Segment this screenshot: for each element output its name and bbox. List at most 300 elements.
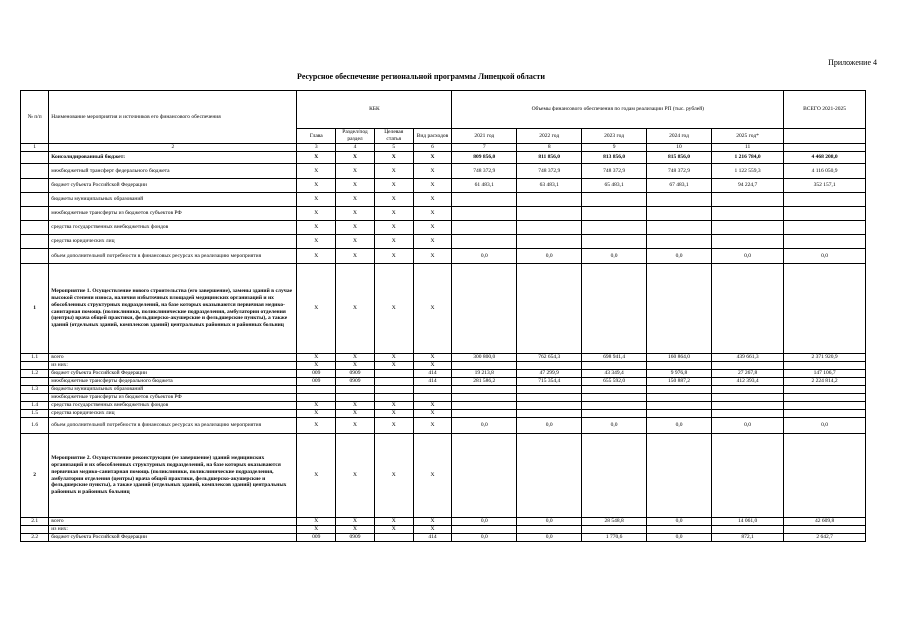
row-kbk: 414	[413, 370, 452, 378]
row-name: объем дополнительной потребности в финансовых ресурсах на реализацию мероприятия	[49, 418, 297, 434]
row-value	[647, 434, 712, 518]
column-number: 3	[297, 144, 336, 152]
row-kbk: 0909	[336, 378, 375, 386]
table-row	[21, 221, 866, 235]
table-row	[21, 526, 866, 534]
row-name: Мероприятие 2. Осуществление реконструкции (ее завершение) зданий медицинских организаций и их обособленных структурных подразделений, на базе которых оказываются первичная медико-санитарная помощь (поликлиники, поликлинические подразделения, амбулатории отделения (центры) врача общей практики, фельдшерско-акушерские и фельдшерские пункты), а также зданий (отдельных зданий, комплексов зданий) центральных районных и районных больниц	[49, 434, 297, 518]
row-number	[21, 164, 49, 179]
row-value	[582, 362, 647, 370]
header-year: 2025 год*	[711, 129, 783, 144]
header-total: ВСЕГО 2021-2025	[784, 91, 866, 129]
row-name: межбюджетные трансферты из бюджетов субъектов РФ	[49, 394, 297, 402]
row-name: всего	[49, 354, 297, 362]
row-kbk: X	[297, 193, 336, 207]
header-kbk-sub: Глава	[297, 129, 336, 144]
row-kbk: 009	[297, 534, 336, 542]
row-kbk: X	[413, 164, 452, 179]
row-kbk: X	[297, 518, 336, 526]
row-value	[517, 386, 582, 394]
row-total: 147 106,7	[784, 370, 866, 378]
row-name: средства юридических лиц	[49, 410, 297, 418]
row-value	[582, 235, 647, 249]
row-value: 813 856,0	[582, 152, 647, 164]
row-kbk: X	[336, 434, 375, 518]
row-value: 0,0	[517, 249, 582, 264]
table-row	[21, 418, 866, 434]
row-kbk: X	[413, 221, 452, 235]
column-number: 8	[517, 144, 582, 152]
row-value: 1 122 559,3	[711, 164, 783, 179]
row-kbk: X	[413, 249, 452, 264]
row-kbk	[336, 386, 375, 394]
row-kbk: X	[374, 402, 413, 410]
row-value	[647, 235, 712, 249]
row-total: 4 468 208,0	[784, 152, 866, 164]
row-value	[517, 235, 582, 249]
resource-table	[20, 90, 866, 542]
row-kbk: X	[374, 193, 413, 207]
row-kbk: X	[413, 418, 452, 434]
row-name: бюджеты муниципальных образований	[49, 193, 297, 207]
table-row	[21, 193, 866, 207]
row-total	[784, 221, 866, 235]
row-total: 0,0	[784, 249, 866, 264]
row-total: 2 642,7	[784, 534, 866, 542]
row-value: 0,0	[517, 534, 582, 542]
row-kbk	[336, 394, 375, 402]
row-value	[452, 402, 517, 410]
row-number: 1.3	[21, 386, 49, 394]
row-value: 0,0	[711, 418, 783, 434]
row-kbk: X	[297, 152, 336, 164]
row-kbk: X	[336, 402, 375, 410]
row-name: из них:	[49, 526, 297, 534]
row-value	[582, 386, 647, 394]
row-name: объем дополнительной потребности в финансовых ресурсах на реализацию мероприятия	[49, 249, 297, 264]
row-name: средства государственных внебюджетных фондов	[49, 221, 297, 235]
row-number	[21, 152, 49, 164]
row-value	[647, 386, 712, 394]
row-kbk: X	[413, 410, 452, 418]
table-row	[21, 249, 866, 264]
row-value: 0,0	[582, 249, 647, 264]
row-number	[21, 394, 49, 402]
row-value: 67 483,1	[647, 179, 712, 193]
row-kbk: X	[336, 418, 375, 434]
row-value	[517, 410, 582, 418]
row-name: из них:	[49, 362, 297, 370]
row-kbk: X	[413, 207, 452, 221]
row-total	[784, 207, 866, 221]
row-total: 42 609,8	[784, 518, 866, 526]
row-value: 655 592,0	[582, 378, 647, 386]
row-kbk: X	[374, 362, 413, 370]
row-total	[784, 410, 866, 418]
row-value	[452, 434, 517, 518]
row-value: 27 267,8	[711, 370, 783, 378]
row-kbk: X	[336, 164, 375, 179]
row-number: 1.2	[21, 370, 49, 378]
row-kbk: X	[374, 152, 413, 164]
row-kbk: X	[336, 362, 375, 370]
document-title: Ресурсное обеспечение региональной программы Липецкой области	[297, 72, 545, 81]
row-number	[21, 362, 49, 370]
row-value	[647, 410, 712, 418]
table-row	[21, 207, 866, 221]
row-value: 43 349,4	[582, 370, 647, 378]
row-kbk: X	[336, 518, 375, 526]
column-number: 10	[647, 144, 712, 152]
row-value: 0,0	[452, 534, 517, 542]
row-kbk: X	[336, 249, 375, 264]
row-value	[647, 193, 712, 207]
row-value: 0,0	[647, 418, 712, 434]
header-kbk: КБК	[297, 91, 452, 129]
row-kbk	[374, 386, 413, 394]
row-value: 748 372,9	[582, 164, 647, 179]
row-total: 2 371 920,9	[784, 354, 866, 362]
header-volumes: Объемы финансового обеспечения по годам реализации РП (тыс. рублей)	[452, 91, 784, 129]
row-name: бюджеты муниципальных образований	[49, 386, 297, 394]
row-number	[21, 179, 49, 193]
row-number: 1.6	[21, 418, 49, 434]
row-number	[21, 235, 49, 249]
column-number: 1	[21, 144, 49, 152]
row-number	[21, 378, 49, 386]
row-value	[647, 264, 712, 354]
row-kbk	[374, 378, 413, 386]
row-kbk: 009	[297, 370, 336, 378]
column-number: 2	[49, 144, 297, 152]
row-value: 0,0	[517, 418, 582, 434]
row-number: 2	[21, 434, 49, 518]
column-number: 9	[582, 144, 647, 152]
row-kbk: X	[374, 518, 413, 526]
row-kbk: X	[336, 235, 375, 249]
row-value	[711, 394, 783, 402]
row-number: 1	[21, 264, 49, 354]
row-kbk	[374, 370, 413, 378]
row-value	[517, 402, 582, 410]
row-name: межбюджетные трансферты федерального бюджета	[49, 378, 297, 386]
row-kbk: X	[413, 434, 452, 518]
row-kbk: X	[297, 354, 336, 362]
table-row	[21, 235, 866, 249]
row-name: бюджет субъекта Российской Федерации	[49, 534, 297, 542]
column-number: 5	[374, 144, 413, 152]
row-value	[647, 362, 712, 370]
row-kbk: X	[297, 418, 336, 434]
table-row	[21, 362, 866, 370]
row-value	[517, 526, 582, 534]
row-value: 698 941,4	[582, 354, 647, 362]
row-name: всего	[49, 518, 297, 526]
row-value: 150 887,2	[647, 378, 712, 386]
row-value	[517, 221, 582, 235]
table-row	[21, 394, 866, 402]
row-kbk: X	[413, 518, 452, 526]
row-value: 94 224,7	[711, 179, 783, 193]
row-kbk	[413, 386, 452, 394]
table-row	[21, 434, 866, 518]
row-kbk: X	[336, 193, 375, 207]
table-row	[21, 179, 866, 193]
row-total	[784, 235, 866, 249]
row-value: 809 856,0	[452, 152, 517, 164]
row-kbk: X	[297, 526, 336, 534]
row-number: 1.4	[21, 402, 49, 410]
row-name: межбюджетные трансферты из бюджетов субъектов РФ	[49, 207, 297, 221]
row-kbk: X	[374, 434, 413, 518]
row-name: средства государственных внебюджетных фондов	[49, 402, 297, 410]
row-name: межбюджетный трансферт федерального бюджета	[49, 164, 297, 179]
row-value: 9 976,8	[647, 370, 712, 378]
row-number: 1.5	[21, 410, 49, 418]
row-kbk: X	[374, 221, 413, 235]
row-value: 0,0	[647, 518, 712, 526]
header-year: 2024 год	[647, 129, 712, 144]
row-value: 28 548,8	[582, 518, 647, 526]
row-value	[452, 207, 517, 221]
table-row	[21, 410, 866, 418]
row-value: 63 483,1	[517, 179, 582, 193]
row-number: 1.1	[21, 354, 49, 362]
table-row	[21, 402, 866, 410]
row-value: 19 213,8	[452, 370, 517, 378]
table-row	[21, 378, 866, 386]
row-value: 0,0	[452, 418, 517, 434]
header-kbk-sub: Вид расходов	[413, 129, 452, 144]
row-value	[711, 386, 783, 394]
row-value: 0,0	[452, 518, 517, 526]
row-kbk: X	[297, 434, 336, 518]
row-kbk: X	[413, 362, 452, 370]
row-value: 811 856,0	[517, 152, 582, 164]
row-kbk: X	[374, 526, 413, 534]
row-value	[452, 410, 517, 418]
header-year: 2022 год	[517, 129, 582, 144]
row-kbk: X	[336, 410, 375, 418]
row-number: 2.1	[21, 518, 49, 526]
row-kbk: X	[413, 526, 452, 534]
row-name: Мероприятие 1. Осуществление нового строительства (его завершение), замены зданий в случае высокой степени износа, наличия избыточных площадей медицинских организаций и их обособленных структурных подразделений, на базе которых оказываются первичная медико-санитарная помощь (поликлиники, поликлинические подразделения, амбулатории отделения (центры) врача общей практики, фельдшерско-акушерские и фельдшерские пункты), а также зданий (отдельных зданий, комплексов зданий) центральных районных и районных больниц	[49, 264, 297, 354]
row-value	[517, 264, 582, 354]
row-value: 815 856,0	[647, 152, 712, 164]
row-value	[517, 434, 582, 518]
row-value: 61 483,1	[452, 179, 517, 193]
row-total	[784, 193, 866, 207]
row-value	[647, 221, 712, 235]
row-total: 352 157,1	[784, 179, 866, 193]
row-total: 2 224 814,2	[784, 378, 866, 386]
row-kbk: X	[413, 152, 452, 164]
row-total	[784, 386, 866, 394]
row-value	[582, 264, 647, 354]
row-value: 412 393,4	[711, 378, 783, 386]
row-value	[647, 394, 712, 402]
row-kbk: X	[374, 418, 413, 434]
row-kbk: 0909	[336, 370, 375, 378]
row-value	[452, 235, 517, 249]
row-value	[517, 362, 582, 370]
row-value	[711, 526, 783, 534]
row-value	[582, 193, 647, 207]
row-value: 0,0	[452, 249, 517, 264]
row-kbk: X	[336, 179, 375, 193]
row-total	[784, 402, 866, 410]
row-value	[517, 193, 582, 207]
row-value	[647, 207, 712, 221]
row-kbk: X	[413, 235, 452, 249]
row-kbk: X	[297, 235, 336, 249]
row-kbk: X	[374, 207, 413, 221]
row-value	[711, 221, 783, 235]
row-value	[582, 410, 647, 418]
row-value	[452, 193, 517, 207]
row-value	[711, 362, 783, 370]
header-year: 2023 год	[582, 129, 647, 144]
row-value	[452, 394, 517, 402]
row-kbk: X	[297, 179, 336, 193]
row-kbk: 414	[413, 378, 452, 386]
row-number	[21, 249, 49, 264]
row-value	[517, 394, 582, 402]
row-number: 2.2	[21, 534, 49, 542]
column-number: 7	[452, 144, 517, 152]
row-kbk	[413, 394, 452, 402]
row-value	[711, 410, 783, 418]
row-value	[647, 526, 712, 534]
row-value: 0,0	[711, 249, 783, 264]
row-value	[452, 526, 517, 534]
row-kbk: X	[297, 264, 336, 354]
row-kbk: X	[336, 354, 375, 362]
row-kbk: 414	[413, 534, 452, 542]
table-row	[21, 264, 866, 354]
row-value	[452, 386, 517, 394]
column-number	[784, 144, 866, 152]
row-kbk	[297, 394, 336, 402]
row-kbk: X	[374, 410, 413, 418]
row-value	[711, 207, 783, 221]
row-number	[21, 221, 49, 235]
row-value: 65 483,1	[582, 179, 647, 193]
table-row	[21, 534, 866, 542]
row-value: 0,0	[517, 518, 582, 526]
row-name: бюджет субъекта Российской Федерации	[49, 370, 297, 378]
row-value	[452, 362, 517, 370]
row-number	[21, 193, 49, 207]
row-total	[784, 526, 866, 534]
row-total	[784, 394, 866, 402]
row-value: 872,1	[711, 534, 783, 542]
row-value	[452, 221, 517, 235]
row-value: 748 372,9	[647, 164, 712, 179]
row-kbk: X	[297, 410, 336, 418]
row-number	[21, 207, 49, 221]
row-kbk: X	[336, 152, 375, 164]
row-name: бюджет субъекта Российской Федерации	[49, 179, 297, 193]
table-row	[21, 354, 866, 362]
row-value: 0,0	[582, 418, 647, 434]
row-total	[784, 264, 866, 354]
row-name: Консолидированный бюджет:	[49, 152, 297, 164]
row-total	[784, 362, 866, 370]
row-value: 0,0	[647, 534, 712, 542]
row-kbk: X	[374, 354, 413, 362]
row-kbk: X	[297, 164, 336, 179]
row-kbk: X	[336, 221, 375, 235]
header-kbk-sub: Раздел/под раздел	[336, 129, 375, 144]
header-empty	[784, 129, 866, 144]
row-value: 439 661,3	[711, 354, 783, 362]
row-value	[582, 221, 647, 235]
row-kbk: X	[413, 402, 452, 410]
row-kbk: X	[413, 193, 452, 207]
row-value: 300 800,0	[452, 354, 517, 362]
row-kbk: X	[413, 354, 452, 362]
row-value	[711, 235, 783, 249]
row-kbk: X	[297, 207, 336, 221]
row-value: 715 354,4	[517, 378, 582, 386]
table-row	[21, 386, 866, 394]
table-row	[21, 152, 866, 164]
row-value	[582, 207, 647, 221]
row-name: средства юридических лиц	[49, 235, 297, 249]
row-kbk: X	[413, 179, 452, 193]
row-value: 14 061,0	[711, 518, 783, 526]
row-value: 160 864,0	[647, 354, 712, 362]
row-number	[21, 526, 49, 534]
row-kbk: 0909	[336, 534, 375, 542]
column-number: 4	[336, 144, 375, 152]
row-value	[711, 434, 783, 518]
header-year: 2021 год	[452, 129, 517, 144]
row-kbk: X	[336, 207, 375, 221]
table-row	[21, 370, 866, 378]
row-value: 1 770,6	[582, 534, 647, 542]
row-value: 281 586,2	[452, 378, 517, 386]
row-value: 748 372,9	[452, 164, 517, 179]
row-value	[711, 193, 783, 207]
row-total: 0,0	[784, 418, 866, 434]
row-kbk: X	[374, 235, 413, 249]
row-total: 4 116 050,9	[784, 164, 866, 179]
row-kbk: X	[374, 164, 413, 179]
row-kbk: 009	[297, 378, 336, 386]
row-value	[582, 434, 647, 518]
row-value	[517, 207, 582, 221]
header-kbk-sub: Целевая статья	[374, 129, 413, 144]
row-total	[784, 434, 866, 518]
row-value: 748 372,9	[517, 164, 582, 179]
row-kbk	[297, 386, 336, 394]
column-number: 11	[711, 144, 783, 152]
row-kbk	[374, 534, 413, 542]
row-value	[582, 394, 647, 402]
row-value	[582, 402, 647, 410]
row-kbk	[374, 394, 413, 402]
row-value	[647, 402, 712, 410]
row-kbk: X	[297, 402, 336, 410]
row-value	[711, 402, 783, 410]
row-kbk: X	[374, 264, 413, 354]
row-kbk: X	[374, 249, 413, 264]
row-value	[582, 526, 647, 534]
row-kbk: X	[336, 264, 375, 354]
table-row	[21, 518, 866, 526]
row-value	[711, 264, 783, 354]
